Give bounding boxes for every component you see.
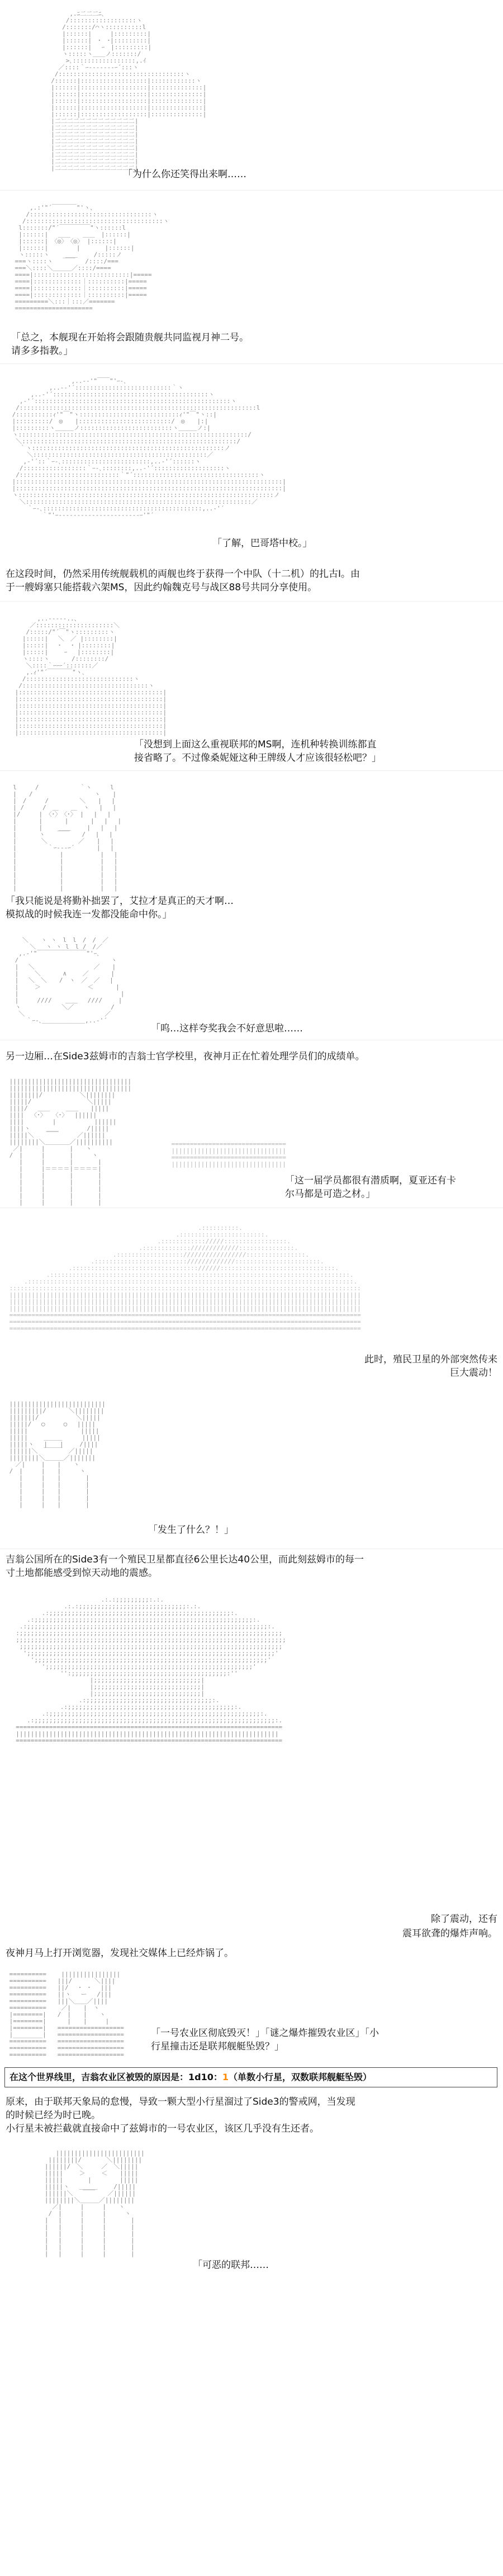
ascii-art-papers: =============================== ||||||||||||||||||||||||||||||| =============================== ||||||||||||||||||||||||||||||| [171,1140,286,1168]
divider [0,363,503,364]
dice-roll-note [4,2067,497,2087]
ascii-art-mecha: ,..-‐'"￣￣"'ｰ-､ ,..-‐'´::::::::::::::::::::::::::｀ヽ ,..-'´::::::::::::::::::::::::::::::::::::::::::ヽ ,-'´:::::::::::::::::::::::::::::::::::::::::::::::::::::ヽ /::::::::::::::::::::::::::::::::::::::::::::::::::::::::::::::::l /::::::::::ｨ'"￣"ヽ:::::::::::::::::::::::::::ｨ'"￣"ヽ::| |:::::::::/ ◎ |:::::::::::::::::::::::::/ ◎ |:| |:::::::::ヽ＿＿＿ノ:::::::::::::::::::::::::ヽ＿＿＿ノ:| ヽ::::::::::::::::::::::::::::::::::::::::::::::::::::::::::::::/ ＼::::::::::::::::::::::::::::::::::::::::::::::::::::::::::/ ｀ヽ::::::::::::::::::::::::::::::::::::::::::::::::::::ノ ＼:::::::::::::::::::::::::::::::::::::::::::::::／ ,-'´::｀ｰ-､::::::::::::::::::::::::,..-'´::::::ヽ /:::::::::::::::::｀ｰ-､::::::::,..-'´:::::::::::::::::::ヽ /:::::::::::::::::::::::::::｀"´::::::::::::::::::::::::::::::::::ヽ |::::::::::::::::::::::::::::::::::::::::::::::::::::::::::::::::::::::::| |::::::::::::::::::::::::::::::::::::::::::::::::::::::::::::::::::::::::| ヽ:::::::::::::::::::::::::::::::::::::::::::::::::::::::::::::::::::::ノ ＼:::::::::::::::::::::::::::::::::::::::::::::::::::::::::::::／ ｀ｰ-､:::::::::::::::::::::::::::::::::::::::::::,..-'´ ｀"'ｰ----------------------ｰ'"´ [12,377,286,519]
narration-10: 此时，殖民卫星的外部突然传来 巨大震动！ [364,1354,497,1379]
narration-4: 在这段时间，仍然采用传统舰载机的両舰也终于获得一个中队（十二机）的扎古Ⅰ。由 于一艘姆塞只能搭载六架MS，因此约翰魏克号与战区88号共同分享使用。 [6,569,360,593]
narration-17: 原来，由于联邦天象局的怠慢，导致一颗大型小行星溜过了Side3的警戒网，当发现 的时候已经为时已晚。 小行星未被拦截就直接命中了兹姆市的一号农业区，该区几乎没有生还者。 [6,2096,355,2134]
dice-roll-suffix: （单数小行星，双数联邦舰艇坠毁） [229,2072,372,2082]
narration-13: 除了震动，还有 震耳欲聋的爆炸声响。 [402,1914,497,1939]
dialogue-1: 「为什么你还笑得出来啊…… [123,169,246,180]
dialogue-5: 「没想到上面这么重视联邦的MS啊，连机种转换训练都直 接省略了。不过像桑妮娅这种王牌级人才应该很轻松吧？」 [134,739,381,764]
dialogue-15: 「一号农业区彻底毁灭！」「谜之爆炸摧毁农业区」「小 行星撞击还是联邦舰艇坠毁？」 [151,2028,379,2052]
divider [0,770,503,771]
dice-roll-prefix: 在这个世界线里，吉翁农业区被毁的原因是：1d10： [10,2072,222,2082]
ascii-art-explosion: .:.:;;;;;;;;;:.:. .:.:;;;;;;;;;;;;;;;;;;;;;;;;;;;;;:.:. .:;;;;;;;;;;;;;;;;;;;;;;;;;;;;;;;;;;;;;;;;;;;;;;;;;:. .:;;;;;;;;;;;;;;;;;;;;;;;;;;;;;;;;;;;;;;;;;;;;;;;;;;;;;;;;;;;:. .:;;;;;;;;;;;;;;;;;;;;;;;;;;;;;;;;;;;;;;;;;;;;;;;;;;;;;;;;;;;;;;;;;:. :;;;;;;;;;;;;;;;;;;;;;;;;;;;;;;;;;;;;;;;;;;;;;;;;;;;;;;;;;;;;;;;;;;;;;;; ;;;;;;;;;;;;;;;;;;;;;;;;;;;;;;;;;;;;;;;;;;;;;;;;;;;;;;;;;;;;;;;;;;;;;;;;; ;;;;;;;;;;;;;;;;;;;;;;;;;;;;;;;;;;;;;;;;;;;;;;;;;;;;;;;;;;;;;;;;;;;;;;; ';;;;;;;;;;;;;;;;;;;;;;;;;;;;;;;;;;;;;;;;;;;;;;;;;;;;;;;;;;;;;;;;;;;' ';;;;;;;;;;;;;;;;;;;;;;;;;;;;;;;;;;;;;;;;;;;;;;;;;;;;;;;;;;;;;;;' ';;;;;;;;;;;;;;;;;;;;;;;;;;;;;;;;;;;;;;;;;;;;;;;;;;;;;;;;' '':;;;;;;;;;;;;;;;;;;;;;;;;;;;;;;;;;;;;;;;;;;:'' |;;;;;;;;;;;;;;;;;;;;;;;;;;;;;| |;;;;;;;;;;;;;;;;;;;;;;;;;;;;;| |;;;;;;;;;;;;;;;;;;;;;;;;;;;;;| .:;;;;;;;;;;;;;;;;;;;;;;;;;;;;;;;;;;:. .:;;;;;;;;;;;;;;;;;;;;;;;;;;;;;;;;;;;;;;;;;;;;;:. .:;;;;;;;;;;;;;;;;;;;;;;;;;;;;;;;;;;;;;;;;;;;;;;;;;;;;;;;;;:. .:;;;;;;;;;;;;;;;;;;;;;;;;;;;;;;;;;;;;;;;;;;;;;;;;;;;;;;;;;;;;;;;;;:. ======================================================================== ||||||||||||||||||||||||||||||||||||||||||||||||||||||||||||||||||||||| ======================================================================== [16,1596,286,1744]
ascii-art-woman-hair: l / ｀ヽ l | / ヽ | | / / ＼ | | | / / ＿ ＿ ヽ | | |/ | 〈･〉 〈･〉 | | | | | | | | | | | ＿＿ | | | | ヽ ￣￣ / | | | ＼ ／ | | | ｀ｰ---ｰ´ | | | | | | | | | | | | | | | | | | | | | | | | | | [13,784,122,892]
narration-14: 夜神月马上打开浏览器，发现社交媒体上已经炸锅了。 [6,1948,234,1959]
ascii-art-officer: ,.:'"´￣￣￣￣"'ヽ、 /:::::::::::::::::::::::::::::::::ヽ /:::::::::::::::::::::::::::::::::::::ヽ l:::::::/"´￣￣￣￣￣"ヽ::::::l |::::::| ＿＿ ＿＿ |::::::| |::::::| 〈◎〉 〈◎〉 |::::::| |::::::| | |::::::| ヽ:::::ヽ ＿＿ /:::::ノ ===ヽ::::ヽ ￣￣ /::::/=== ===＼::::＼＿＿＿／::::/==== ====|::::::::::::::::::::::::::|===== ====|:::::::::::::｜::::::::::|===== ====|:::::::::::::｜::::::::::|===== ====|:::::::::::::｜::::::::::|===== =========＼:::｜:::／======= ===================== [15,204,169,312]
ascii-art-light-shocked: |||||||||||||||||||||||||| |||||||||/ ＼|||||||| |||||||/ ＼||||| |||||/ ○ ○ ||||| ||||| ||||| ||||| ＿＿＿ ||||| |||||ヽ | | /|||| ||||||＼ ￣￣￣ ／||||| ||||||||＼＿＿＿／||||||| ／| | | ヽ / | | | ヽ | | | | | | | | | | | | | | | | | | | | [9,1400,106,1508]
dialogue-6: 「我只能说是将勤补拙罢了，艾拉才是真正的天才啊… 模拟战的时候我连一发都没能命中你。」 [6,896,234,920]
dialogue-7: 「呜…这样夸奖我会不好意思啦…… [151,1023,303,1034]
narration-12: 吉翁公国所在的Side3有一个殖民卫星都直径6公里长达40公里，而此刻兹姆市的每一 寸土地都能感受到惊天动地的震感。 [6,1554,364,1579]
ascii-art-girl-blush: ＼ ヽ ヽ l l / / ／ ＼ ヽ ヽ l l / /／ ,.-'"￣￣￣￣￣￣￣￣"'ｰ､ / ヽ | ＼ ／ | | ＼ ∧ ／ | | ＼ ＼ / ヽ ／ ／ | | ＞ ＜ | | | | //// ＿＿ //// | ヽ ＼／ / ＼ ／ ｀ｰ-､＿＿＿＿＿＿＿,..-'´ [15,936,125,1024]
ascii-art-colony-shake: .::::::::::. .:::::::::::::::::::::::. .:::::::::::://///:::::::::::::::::. .::::::::::::://///////////:::::::::::::::. .:::::::::::::::::://///////////////::::::::::::::::. .::::::::::::::::::::::::://///////////:::::::::::::::::::::::. .:::::::::::::::::::::::::::::::::://////:::::::::::::::::::::::::::::::. .:::::::::::::::::::::::::::::::::::::::::::::::::::::::::::::::::::::::::::::::::. .::::::::::::::::::::::::::::::::::::::::::::::::::::::::::::::::::::::::::::::::::::::::. ::::::::::::::::::::::::::::::::::::::::::::::::::::::::::::::::::::::::::::::::::::::::::::::: ||||||||||||||||||||||||||||||||||||||||||||||||||||||||||||||||||||||||||||||||||||||||||||||| ||||||||||||||||||||||||||||||||||||||||||||||||||||||||||||||||||||||||||||||||||||||||||||||| ||||||||||||||||||||||||||||||||||||||||||||||||||||||||||||||||||||||||||||||||||||||||||||||| =============================================================================================== =============================================================================================== =============================================================================================== [9,1224,361,1332]
ascii-art-light-yagami: ||||||||||||||||||||||||||||||||| ||||||||||||||||||||||||||||||||| ||||||||/ ＼|||||||| |||||/ ＼||||| ||||/ ＿＿ ＿＿ ||||| |||| 〈･〉 〈･〉 |||||| |||| | |||||| ||||ヽ ＿＿ /||||| |||||＼ ￣￣ ／|||||| ||||||||＼＿＿＿＿／|||||||||| ／| | | ヽ / | | | ヽ | | | | | |＝＝＝＝|＝＝＝＝| | | | | | | | | | | | | | | | | | | | | [9,1078,132,1206]
ascii-art-pilot: ,..-‐‐‐-..、 ／:::::::::::::::::::::＼ /:::::/"´￣"ヽ:::::::::ヽ |:::::| ＼ ／ |::::::::| |:::::| ･ ･ |::::::::| |:::::| ｰ |::::::::| ヽ::::ヽ /::::::::/ ＼::::｀ｰｰｰ´:::::::／ ,.ｨ'"´￣￣￣￣"ヽ､ /:::::::::::::::::::::::::::::ヽ /::::::::::::::::::::::::::::::::::ヽ |:::::::::::::::::::::::::::::::::::::::| |:::::::::::::::::::::::::::::::::::::::| |:::::::::::::::::::::::::::::::::::::::| |:::::::::::::::::::::::::::::::::::::::| |:::::::::::::::::::::::::::::::::::::::| |:::::::::::::::::::::::::::::::::::::::| |:::::::::::::::::::::::::::::::::::::::| [15,615,167,736]
divider [0,601,503,602]
dialogue-2: 「总之，本舰现在开始将会跟随贵舰共同监视月神二号。 请多多指教。」 [11,332,249,357]
divider [0,190,503,191]
ascii-art-light-computer: ========== |||||||||||||||| ========== |||/ ＼|||| ========== ||/ ･ ･ ||| ========== ||ヽ ー /||| ========== |||＼＿＿／|||| ========== ／| | ヽ |========| / | | ヽ |========| | | | |========| ================== |________| ================== ========== ================== ========== ================== ========== ================== [9,1971,124,2058]
dialogue-9: 「这一届学员都很有潜质啊，夏亚还有卡 尔马都是可造之材。」 [285,1175,456,1200]
dialogue-11: 「发生了什么？！」 [148,1524,234,1536]
dialogue-18: 「可恶的联邦…… [193,2260,269,2271]
narration-8: 另一边厢…在Side3兹姆市的吉翁士官学校里，夜神月正在忙着处理学员们的成绩单。 [6,1051,365,1062]
dialogue-3: 「了解，巴哥塔中校。」 [212,538,312,549]
ascii-art-light-frustrated: |||||||||||||||||||||||| ||||||||/ ＼|||||||| ||||||/ ＼ ／ ＼||||| ||||| ＞ ＜ ||||| ||||| | ||||| |||||ヽ ＿＿＿ /||||| ||||||＼ ￣￣ ／|||||| ||||||||＼＿＿＿／|||||||| ／| | | ヽ / | | | ヽ | | | | | | | | | | | | | | | | | | | | | | | | | | | | | | [44,2149,145,2257]
dice-roll-result: 1 [222,2072,229,2082]
ascii-art-figure-1: ,.ﾆ二二二ﾆ､ /::::::::::::::::::ヽ /:::::::/⌒ヽ::::::::::l |::::::| |:::::::::| |::::::| ･ ･|:::::::::| |::::::| ｰ |:::::::::| ヽ:::::ヽ＿＿ノ:::::::/ >､:::::::::::::::::,.ｲ ／::::｀ｰ-------ｰ´:::ヽ /::::::::::::::::::::::::::::::::::ヽ /::::::|::::::::::::::::::|::::::::::::ヽ |::::::|::::::::::::::::::|::::::::::::::| |::::::|::::::::::::::::::|::::::::::::::| |::::::|::::::::::::::::::|::::::::::::::| |::::::|::::::::::::::::::|::::::::::::::| |::::::|::::::::::::::::::|::::::::::::::| |二二二二二二二二二二二二二| |二二二二二二二二二二二二二| |二二二二二二二二二二二二二| |二二二二二二二二二二二二二| |二二二二二二二二二二二二二| |二二二二二二二二二二二二二| |二二二二二二二二二二二二二| |二二二二二二二二二二二二二| [51,10,207,172]
